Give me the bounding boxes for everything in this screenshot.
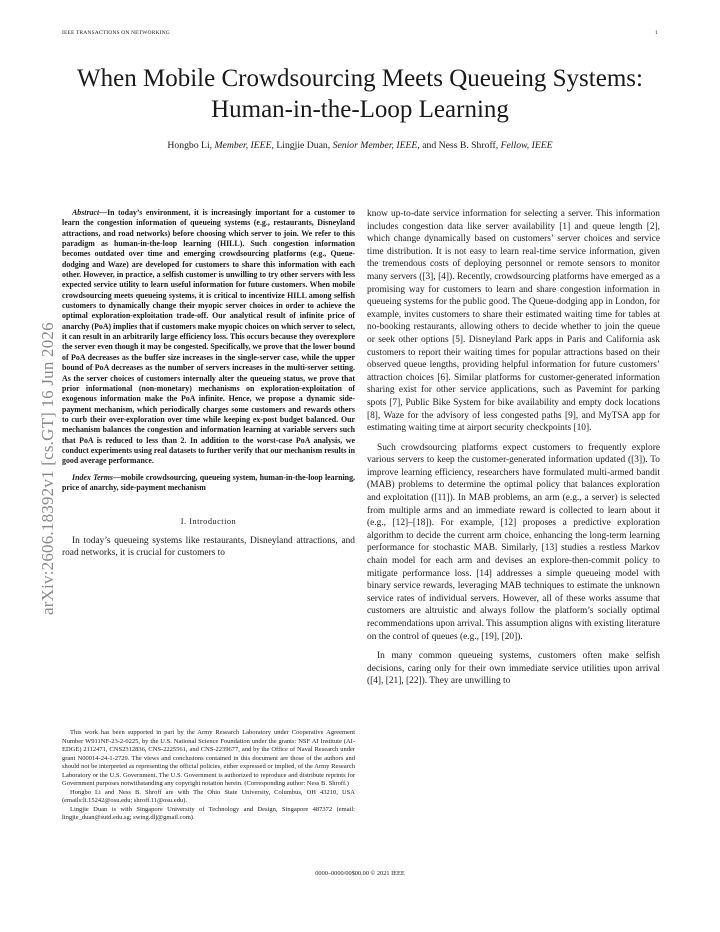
index-terms-text: —mobile crowdsourcing, queueing system, human-in-the-loop learning, price of anarchy, side-payment mechanism bbox=[62, 472, 355, 492]
abstract bbox=[62, 208, 355, 467]
page-number: 1 bbox=[655, 30, 658, 36]
section-heading: I. Introduction bbox=[180, 517, 237, 527]
footnote-affiliation-osu: Hongbo Li and Ness B. Shroff are with The Ohio State University, Columbus, OH 43210, USA (emails:li.15242@osu.edu; shroff.11@osu.edu). bbox=[62, 788, 355, 804]
intro-paragraph: In today’s queueing systems like restaurants, Disneyland attractions, and road networks, it is crucial for customers to bbox=[62, 535, 355, 559]
abstract-lead: Abstract bbox=[72, 208, 100, 217]
author-line: Hongbo Li, Member, IEEE, Lingjie Duan, Senior Member, IEEE, and Ness B. Shroff, Fellow, IEEE bbox=[167, 140, 553, 151]
paper-title: When Mobile Crowdsourcing Meets Queueing Systems: Human-in-the-Loop Learning bbox=[77, 65, 643, 123]
body-paragraph: In many common queueing systems, customers often make selfish decisions, caring only for their own immediate service utilities upon arrival ([4], [21], [22]). They are unwilling to bbox=[367, 651, 660, 687]
body-paragraph: know up-to-date service information for selecting a server. This information includes congestion data like server availability [1] and queue length [2], which change dynamically based on customers’ server choices and service time distribution. It is not easy to learn real-time service information, given the tremendous costs of deploying personnel or remote sensors to monitor many servers ([3], [4]). Recently, crowdsourcing platforms have emerged as a promising way for customers to learn and share congestion information in queueing systems for the public good. The Queue-dodging app in London, for example, invites customers to share their estimated waiting time for tables at no-booking restaurants, allowing others to decide whether to join the queue or seek other options [5]. Disneyland Park apps in Paris and California ask customers to report their waiting times for popular attractions based on their observed queue lengths, providing helpful information for future customers’ attraction choices [6]. Similar platforms for customer-generated information sharing exist for other service applications, such as Pavemint for parking spots [7], Public Bike System for bike availability and empty dock locations [8], Waze for the advisory of less congested paths [9], and MyTSA app for estimating waiting time at airport security checkpoints [10]. bbox=[367, 209, 660, 434]
journal-header: IEEE TRANSACTIONS ON NETWORKING bbox=[62, 30, 170, 36]
abstract-text: —In today’s environment, it is increasingly important for a customer to learn the congestion information of queueing systems (e.g., restaurants, Disneyland attractions, and road networks) before choosing which server to join. We refer to this paradigm as human-in-the-loop learning (HILL). Such congestion information becomes outdated over time and emerging crowdsourcing platforms (e.g., Queue-dodging and Waze) are developed for customers to share this information with each other. However, in practice, a selfish customer is unwilling to try other servers with less expected service utility to learn useful information for future customers. When mobile crowdsourcing meets queueing systems, it is critical to incentivize HILL among selfish customers to dynamically change their myopic server choices in order to achieve the optimal exploration-exploitation trade-off. Our analytical result of infinite price of anarchy (PoA) implies that if customers make myopic choices on which server to select, it can result in an arbitrarily large efficiency loss. This occurs because they overexplore the server even though it may be congested. Specifically, we prove that the lower bound of PoA decreases as the buffer size increases in the single-server case, while the upper bound of PoA decreases as the number of servers increases in the multi-server setting. As the server choices of customers internally alter the queueing status, we prove that prior informational (non-monetary) mechanisms on exploration-exploitation of exogenous information make the PoA infinite. Hence, we propose a dynamic side-payment mechanism, which periodically charges some customers and rewards others to curb their over-exploration over time while keeping ex-post budget balanced. Our mechanism balances the congestion and information learning at variable servers such that PoA is reduced to less than 2. In addition to the worst-case PoA analysis, we conduct experiments using real datasets to further verify that our mechanism results in good average performance. bbox=[62, 208, 355, 466]
footnote-funding: This work has been supported in part by the Army Research Laboratory under Cooperative Agreement Number W911NF-23-2-0225, by the U.S. National Science Foundation under the grants: NSF AI Institute (AI-EDGE) 2112471, CNS2312836, CNS-2225561, and CNS-2239677, and by the Office of Naval Research under grant N00014-24-1-2729. The views and conclusions contained in this document are those of the authors and should not be interpreted as representing the official policies, either expressed or implied, of the Army Research Laboratory or the U.S. Government. The U.S. Government is authorized to reproduce and distribute reprints for Government purposes notwithstanding any copyright notation herein. (Corresponding author: Ness B. Shroff.) bbox=[62, 729, 355, 787]
right-column bbox=[367, 208, 660, 688]
left-column bbox=[62, 208, 355, 560]
index-terms bbox=[62, 473, 355, 494]
index-terms-lead: Index Terms bbox=[72, 472, 113, 482]
arxiv-stamp: arXiv:2606.18392v1 [cs.GT] 16 Jun 2026 bbox=[38, 322, 57, 615]
body-paragraph: Such crowdsourcing platforms expect customers to frequently explore various servers to keep the customer-generated information updated ([3]). To improve learning efficiency, researchers have formulated multi-armed bandit (MAB) problems to determine the optimal policy that balances exploration and exploitation ([11]). In MAB problems, an arm (e.g., a server) is selected from multiple arms and an immediate reward is collected to learn about it (e.g., [12]–[18]). For example, [12] proposes a predictive exploration algorithm to decide the current arm choice, enhancing the long-term learning performance for stochastic MAB. Similarly, [13] studies a restless Markov chain model for each arm and devises an explore-then-commit policy to mitigate performance loss. [14] addresses a simple queueing model with binary service rewards, leveraging MAB techniques to estimate the unknown service rates of individual servers. However, all of these works assume that customers are altruistic and always follow the platform’s socially optimal recommendations upon arrival. This assumption aligns with existing literature on the control of queues (e.g., [19], [20]). bbox=[367, 442, 660, 642]
footnote-affiliation-sutd: Lingjie Duan is with Singapore University of Technology and Design, Singapore 487372 (email: lingjie_duan@sutd.edu.sg; swing.dlj@gmail.com). bbox=[62, 805, 355, 821]
footnotes bbox=[62, 729, 355, 823]
copyright-footer: 0000–0000/00$00.00 © 2021 IEEE bbox=[315, 870, 405, 877]
